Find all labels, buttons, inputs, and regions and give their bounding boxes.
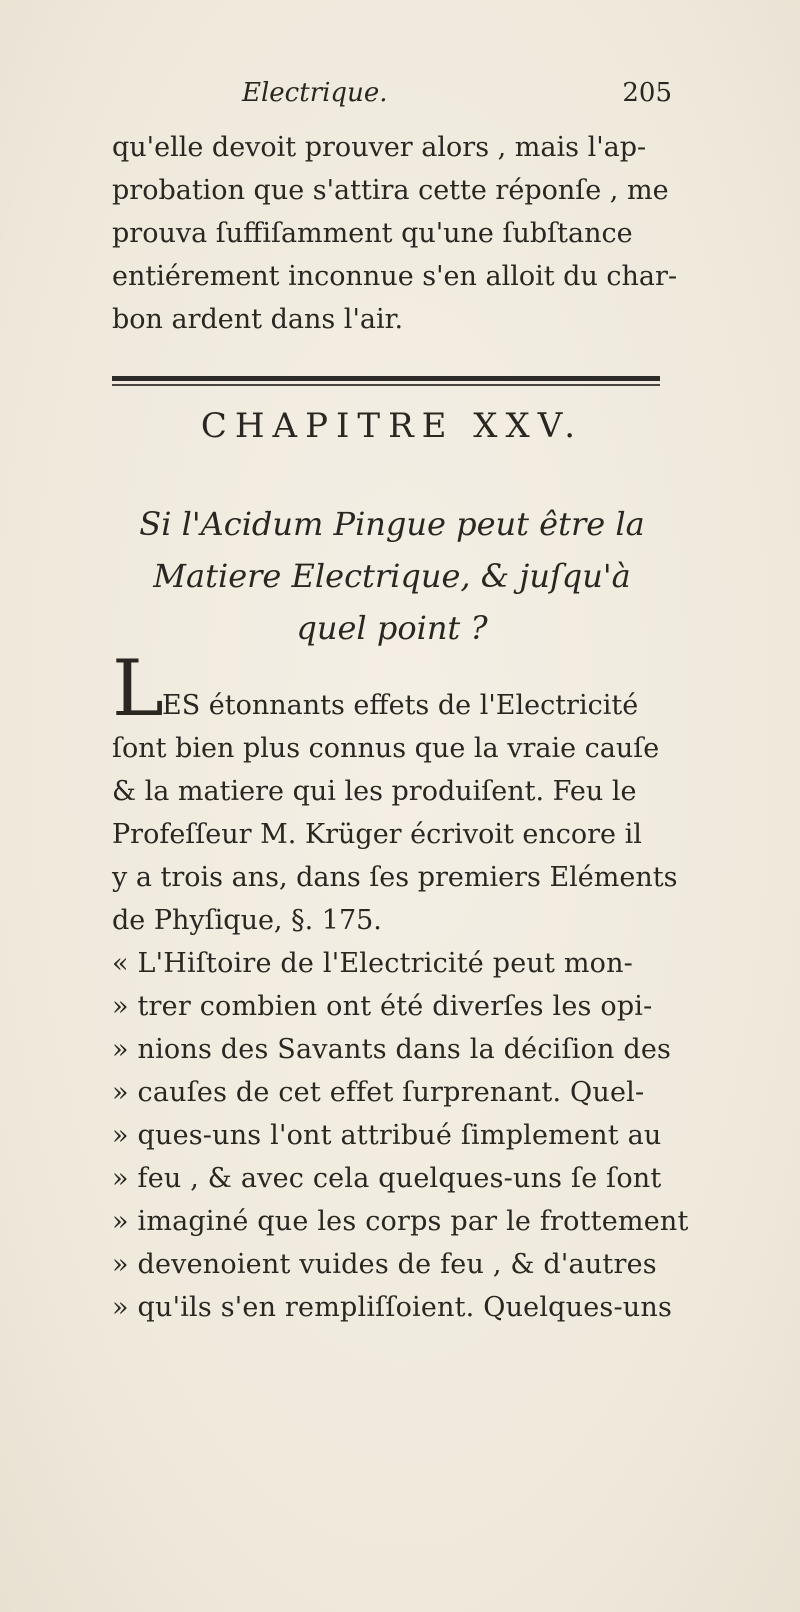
text-line: & la matiere qui les produiſent. Feu le <box>112 776 637 807</box>
text-line: prouva ſuffiſamment qu'une ſubſtance <box>112 218 633 249</box>
chapter-subtitle-line: quel point ? <box>296 609 488 647</box>
text-line: qu'elle devoit prouver alors , mais l'ap- <box>112 132 647 163</box>
quote-line: » ques-uns l'ont attribué ſimplement au <box>112 1120 662 1151</box>
running-header <box>112 78 672 118</box>
text-line: Profeſſeur M. Krüger écrivoit encore il <box>112 819 642 850</box>
text-line: de Phyſique, §. 175. <box>112 905 382 936</box>
quote-line: » trer combien ont été diverſes les opi- <box>112 991 653 1022</box>
text-line: y a trois ans, dans ſes premiers Eléments <box>112 862 678 893</box>
divider-rule <box>112 376 660 381</box>
text-line: bon ardent dans l'air. <box>112 304 404 335</box>
first-line: ES étonnants effets de l'Electricité <box>162 690 639 721</box>
text-line: entiérement inconnue s'en alloit du char- <box>112 261 678 292</box>
quote-line: » cauſes de cet effet ſurprenant. Quel- <box>112 1077 645 1108</box>
chapter-subtitle-line: Si l'Acidum Pingue peut être la <box>139 505 645 543</box>
page-number: 205 <box>622 78 672 108</box>
quote-line: » devenoient vuides de feu , & d'autres <box>112 1249 657 1280</box>
chapter-subtitle-line: Matiere Electrique, & juſqu'à <box>153 557 631 595</box>
quote-line: » feu , & avec cela quelques-uns ſe ſont <box>112 1163 662 1194</box>
text-line: probation que s'attira cette réponſe , me <box>112 175 669 206</box>
quote-line: » imaginé que les corps par le frottement <box>112 1206 689 1237</box>
quote-line: » nions des Savants dans la déciſion des <box>112 1034 672 1065</box>
quote-line: « L'Hiſtoire de l'Electricité peut mon- <box>112 948 633 979</box>
divider-rule-thin <box>112 384 660 386</box>
drop-cap: L <box>112 644 164 734</box>
text-line: ſont bien plus connus que la vraie cauſe <box>112 733 660 764</box>
chapter-heading: CHAPITRE XXV. <box>200 406 584 446</box>
quote-line: » qu'ils s'en rempliſſoient. Quelques-uns <box>112 1292 673 1323</box>
running-title: Electrique. <box>242 78 388 108</box>
